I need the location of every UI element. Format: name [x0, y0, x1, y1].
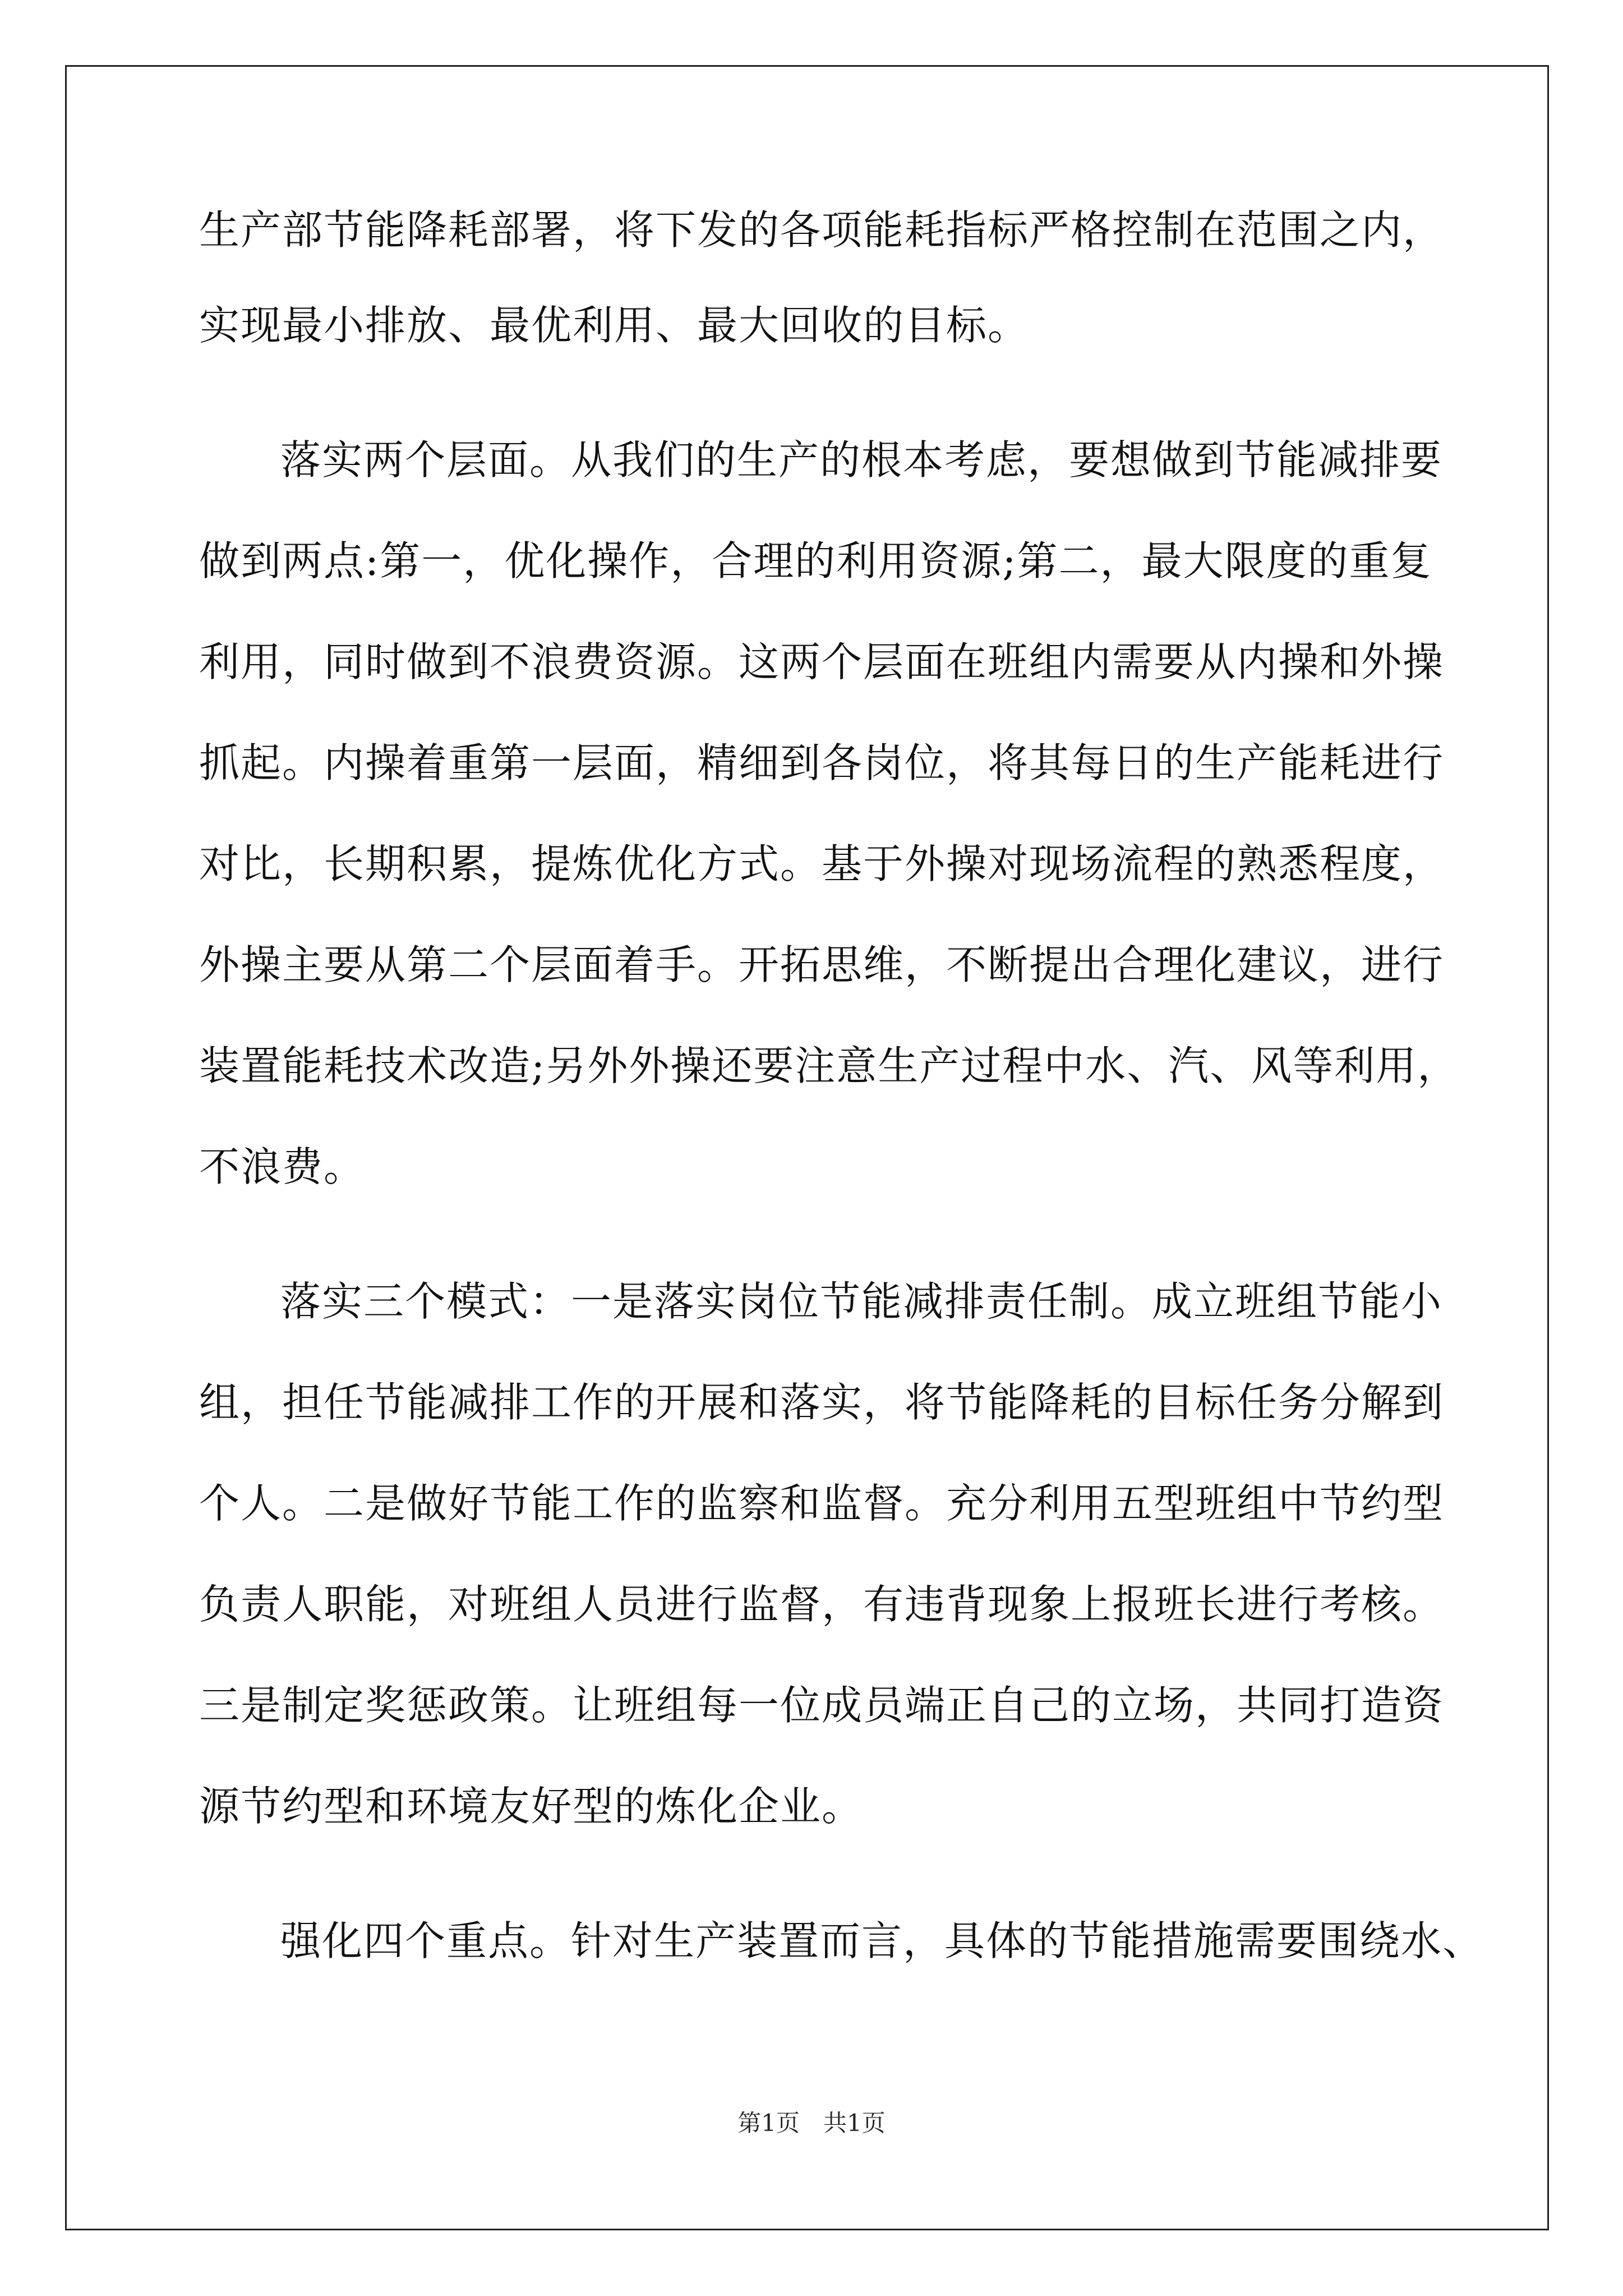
text-line: 利用，同时做到不浪费资源。这两个层面在班组内需要从内操和外操 [199, 638, 1445, 685]
text-line: 个人。二是做好节能工作的监察和监督。充分利用五型班组中节约型 [199, 1480, 1445, 1527]
text-line: 组，担任节能减排工作的开展和落实，将节能降耗的目标任务分解到 [199, 1379, 1445, 1426]
text-line: 外操主要从第二个层面着手。开拓思维，不断提出合理化建议，进行 [199, 941, 1445, 988]
text-line: 对比，长期积累，提炼优化方式。基于外操对现场流程的熟悉程度， [199, 840, 1445, 887]
text-line: 源节约型和环境友好型的炼化企业。 [199, 1783, 864, 1830]
text-line: 实现最小排放、最优利用、最大回收的目标。 [199, 302, 1030, 349]
text-line: 三是制定奖惩政策。让班组每一位成员端正自己的立场，共同打造资 [199, 1682, 1445, 1729]
paragraph-start-line: 强化四个重点。针对生产装置而言，具体的节能措施需要围绕水、 [280, 1917, 1484, 1964]
text-line: 抓起。内操着重第一层面，精细到各岗位，将其每日的生产能耗进行 [199, 739, 1445, 786]
paragraph-start-line: 落实两个层面。从我们的生产的根本考虑，要想做到节能减排要 [280, 436, 1443, 484]
page-number-footer: 第1页 共1页 [737, 2109, 886, 2137]
text-line: 装置能耗技术改造;另外外操还要注意生产过程中水、汽、风等利用， [199, 1042, 1459, 1089]
text-line: 负责人职能，对班组人员进行监督，有违背现象上报班长进行考核。 [199, 1581, 1445, 1628]
text-line: 不浪费。 [199, 1143, 366, 1190]
text-line: 生产部节能降耗部署，将下发的各项能耗指标严格控制在范围之内， [199, 206, 1445, 254]
paragraph-start-line: 落实三个模式：一是落实岗位节能减排责任制。成立班组节能小 [280, 1278, 1443, 1325]
text-line: 做到两点:第一，优化操作，合理的利用资源;第二，最大限度的重复 [199, 537, 1432, 585]
